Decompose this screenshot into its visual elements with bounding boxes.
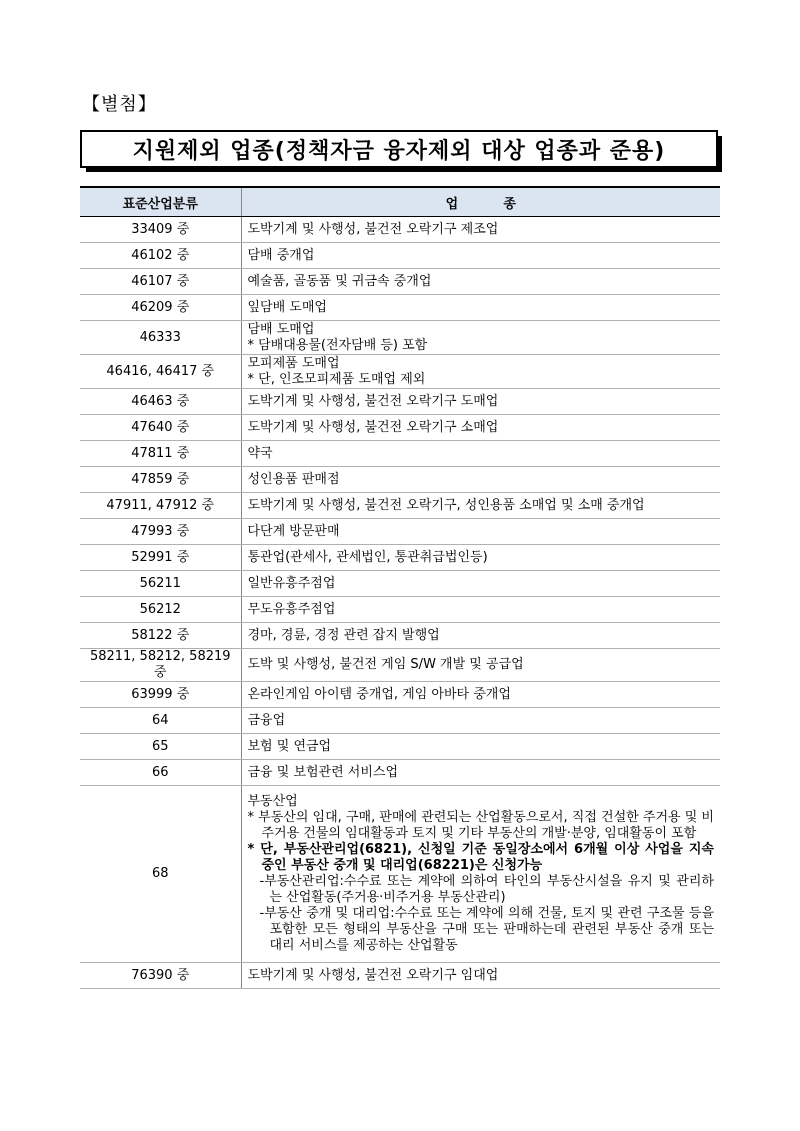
industry-code: 63999 중 — [80, 682, 241, 708]
industry-code: 56211 — [80, 571, 241, 597]
industry-description — [241, 519, 720, 545]
industry-name: 통관업(관세사, 관세법인, 통관취급법인등) — [247, 549, 488, 565]
industry-name: 온라인게임 아이템 중개업, 게임 아바타 중개업 — [247, 686, 511, 702]
attachment-tag: 【별첨】 — [82, 94, 157, 115]
table-row — [80, 682, 720, 708]
industry-description — [241, 467, 720, 493]
industry-description — [241, 355, 720, 389]
industry-code: 58122 중 — [80, 623, 241, 649]
table-row — [80, 321, 720, 355]
industry-description — [241, 217, 720, 243]
table-row — [80, 467, 720, 493]
industry-description — [241, 321, 720, 355]
page-title: 지원제외 업종(정책자금 융자제외 대상 업종과 준용) — [80, 130, 718, 168]
header-code: 표준산업분류 — [80, 187, 241, 217]
table-row — [80, 734, 720, 760]
industry-description — [241, 415, 720, 441]
table-row — [80, 519, 720, 545]
table-row — [80, 243, 720, 269]
industry-name: 보험 및 연금업 — [247, 738, 332, 754]
table-row — [80, 597, 720, 623]
industry-name: 무도유흥주점업 — [247, 601, 336, 617]
table-row — [80, 269, 720, 295]
industry-name: 모피제품 도매업 — [247, 355, 340, 371]
industry-description — [241, 708, 720, 734]
industry-name: 금융업 — [247, 712, 286, 728]
table-row — [80, 295, 720, 321]
industry-code: 58211, 58212, 58219 중 — [80, 649, 241, 682]
industry-code: 47859 중 — [80, 467, 241, 493]
industry-code: 65 — [80, 734, 241, 760]
table-row — [80, 760, 720, 786]
industry-description — [241, 649, 720, 682]
industry-name: 일반유흥주점업 — [247, 575, 336, 591]
industry-code: 46333 — [80, 321, 241, 355]
industry-name: 담배 중개업 — [247, 247, 315, 263]
table-header-row — [80, 187, 720, 217]
industry-code: 52991 중 — [80, 545, 241, 571]
table-row — [80, 441, 720, 467]
industry-name: 약국 — [247, 445, 273, 461]
industry-description — [241, 295, 720, 321]
table-row — [80, 355, 720, 389]
industry-description — [241, 623, 720, 649]
industry-code: 46416, 46417 중 — [80, 355, 241, 389]
table-row — [80, 708, 720, 734]
industry-name: 도박 및 사행성, 불건전 게임 S/W 개발 및 공급업 — [247, 657, 524, 672]
industry-code: 46102 중 — [80, 243, 241, 269]
industry-description — [241, 682, 720, 708]
industry-description — [241, 441, 720, 467]
table-row — [80, 415, 720, 441]
table-row — [80, 389, 720, 415]
industry-description — [241, 493, 720, 519]
industry-name: 도박기계 및 사행성, 불건전 오락기구 도매업 — [247, 393, 499, 409]
real-estate-title: 부동산업 — [247, 794, 298, 809]
industry-description — [241, 545, 720, 571]
industry-description — [241, 571, 720, 597]
brokerage-note: -부동산 중개 및 대리업:수수료 또는 계약에 의해 건물, 토지 및 관련 구조물 등을 포함한 모든 형태의 부동산을 구매 또는 판매하는데 관련된 부동산 중개 또는 대리 서비스를 제공하는 산업활동 — [259, 906, 714, 953]
industry-name: 잎담배 도매업 — [247, 299, 327, 315]
table-body — [80, 217, 720, 989]
industry-code: 46209 중 — [80, 295, 241, 321]
industry-name: 금융 및 보험관련 서비스업 — [247, 764, 399, 780]
industry-description — [241, 963, 720, 989]
industry-name: 도박기계 및 사행성, 불건전 오락기구, 성인용품 소매업 및 소매 중개업 — [247, 497, 645, 513]
industry-description — [241, 760, 720, 786]
property-management-note: -부동산관리업:수수료 또는 계약에 의하여 타인의 부동산시설을 유지 및 관리하는 산업활동(주거용·비주거용 부동산관리) — [259, 874, 714, 905]
industry-code: 47640 중 — [80, 415, 241, 441]
table-row — [80, 493, 720, 519]
industry-note: * 단, 인조모피제품 도매업 제외 — [247, 371, 426, 387]
industry-code: 66 — [80, 760, 241, 786]
industry-name: 경마, 경륜, 경정 관련 잡지 발행업 — [247, 627, 440, 643]
industry-name: 도박기계 및 사행성, 불건전 오락기구 제조업 — [247, 221, 499, 237]
industry-note: * 담배대용물(전자담배 등) 포함 — [247, 337, 428, 353]
table-row — [80, 963, 720, 989]
real-estate-note: * 부동산의 임대, 구매, 판매에 관련되는 산업활동으로서, 직접 건설한 주거용 및 비주거용 건물의 임대활동과 토지 및 기타 부동산의 개발·분양, 임대활동이 포함 — [247, 810, 714, 841]
header-industry: 업 종 — [241, 187, 720, 217]
industry-description — [241, 389, 720, 415]
industry-code: 46463 중 — [80, 389, 241, 415]
table-row-real-estate — [80, 786, 720, 963]
real-estate-exception-note: * 단, 부동산관리업(6821), 신청일 기준 동일장소에서 6개월 이상 사업을 지속 중인 부동산 중개 및 대리업(68221)은 신청가능 — [247, 842, 714, 873]
table-row — [80, 545, 720, 571]
industry-description — [241, 786, 720, 963]
industry-name: 도박기계 및 사행성, 불건전 오락기구 임대업 — [247, 967, 499, 983]
industry-name: 성인용품 판매점 — [247, 471, 340, 487]
industry-name: 다단계 방문판매 — [247, 523, 340, 539]
industry-code: 64 — [80, 708, 241, 734]
industry-code: 33409 중 — [80, 217, 241, 243]
industry-code: 56212 — [80, 597, 241, 623]
industry-code: 47911, 47912 중 — [80, 493, 241, 519]
industry-code: 47993 중 — [80, 519, 241, 545]
industry-description — [241, 597, 720, 623]
table-row — [80, 217, 720, 243]
table-row — [80, 623, 720, 649]
industry-code: 76390 중 — [80, 963, 241, 989]
industry-name: 도박기계 및 사행성, 불건전 오락기구 소매업 — [247, 419, 499, 435]
industry-description — [241, 243, 720, 269]
table-row — [80, 571, 720, 597]
industry-description — [241, 734, 720, 760]
excluded-industries-table — [80, 186, 720, 989]
industry-code: 47811 중 — [80, 441, 241, 467]
table-row — [80, 649, 720, 682]
industry-description — [241, 269, 720, 295]
industry-code: 46107 중 — [80, 269, 241, 295]
industry-name: 담배 도매업 — [247, 321, 315, 337]
industry-code: 68 — [80, 786, 241, 963]
industry-name: 예술품, 골동품 및 귀금속 중개업 — [247, 273, 432, 289]
